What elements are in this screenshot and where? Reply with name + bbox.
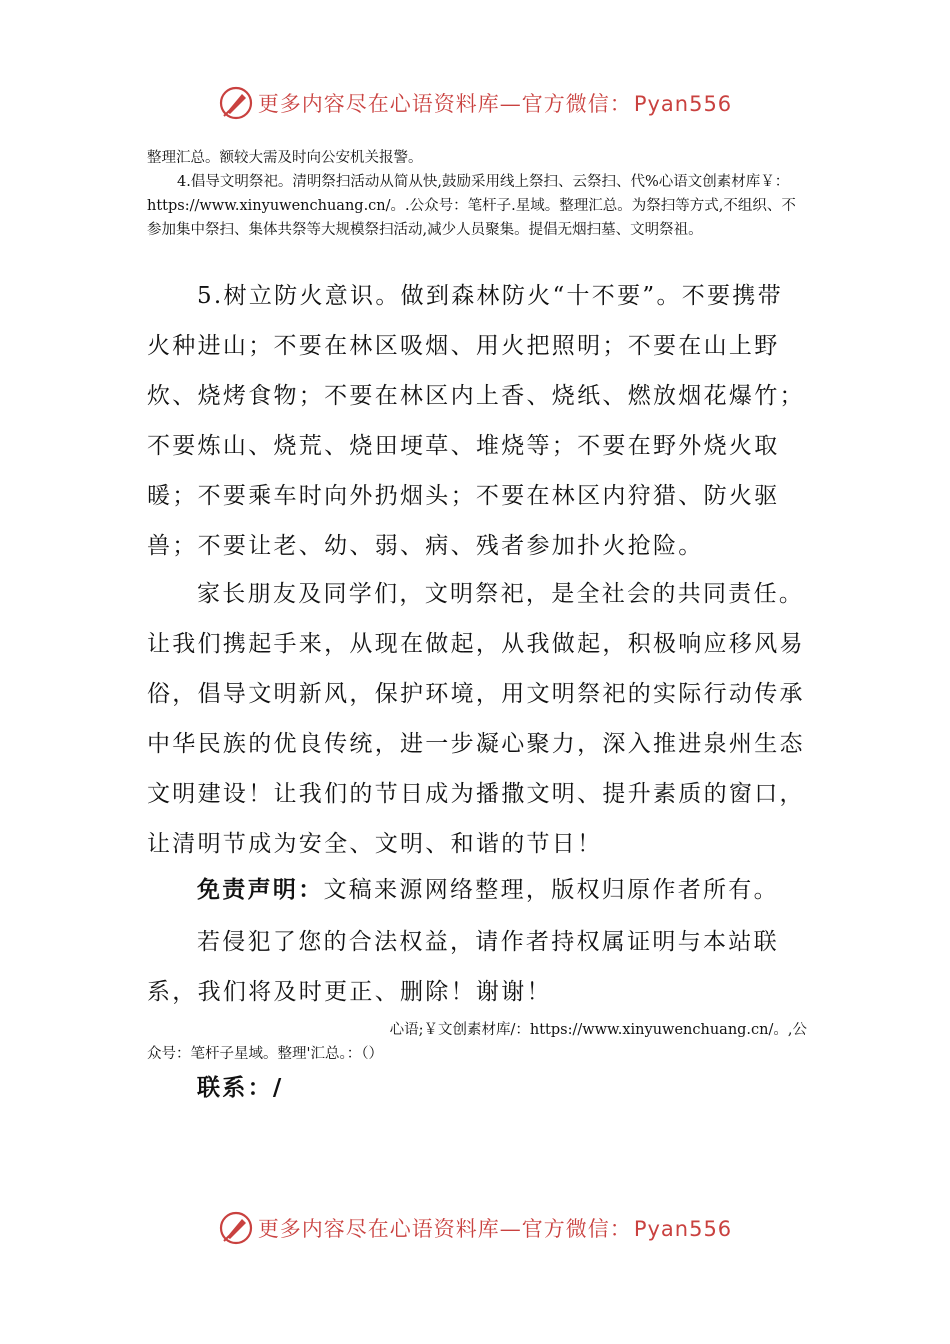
footer-banner xyxy=(0,1203,950,1253)
paragraph-fire-prevention: 5.树立防火意识。做到森林防火“十不要”。不要携带火种进山；不要在林区吸烟、用火把照明；不要在山上野炊、烧烤食物；不要在林区内上香、烧纸、燃放烟花爆竹；不要炼山、烧荒、烧田埂草、堆烧等；不要在野外烧火取暖；不要乘车时向外扔烟头；不要在林区内狩猎、防火驱兽；不要让老、幼、弱、病、残者参加扑火抢险。 xyxy=(147,283,805,559)
banner-handle: Pyan556 xyxy=(633,1217,733,1241)
source-note-line2: 众号：笔杆子星域。整理'汇总。：（） xyxy=(147,1046,383,1062)
pen-nib-logo-icon xyxy=(218,85,254,121)
paragraph-summary: 整理汇总。额较大需及时向公安机关报警。 xyxy=(147,150,423,166)
header-banner xyxy=(0,78,950,128)
disclaimer-label: 免责声明： xyxy=(197,877,324,903)
disclaimer-text: 文稿来源网络整理，版权归原作者所有。 xyxy=(323,877,779,903)
banner-text: 更多内容尽在心语资料库—官方微信：Pyan556 xyxy=(257,1217,733,1241)
banner-handle: Pyan556 xyxy=(633,92,733,116)
source-note-line1: 心语;￥文创素材库/：https://www.xinyuwenchuang.cn/。,公 xyxy=(389,1022,807,1038)
banner-text: 更多内容尽在心语资料库—官方微信：Pyan556 xyxy=(257,92,733,116)
paragraph-call-to-action: 家长朋友及同学们，文明祭祀，是全社会的共同责任。让我们携起手来，从现在做起，从我做起，积极响应移风易俗，倡导文明新风，保护环境，用文明祭祀的实际行动传承中华民族的优良传统，进一步凝心聚力，深入推进泉州生态文明建设！让我们的节日成为播撒文明、提升素质的窗口，让清明节成为安全、文明、和谐的节日！ xyxy=(147,581,805,857)
disclaimer xyxy=(147,865,807,915)
paragraph-infringement-notice: 若侵犯了您的合法权益，请作者持权属证明与本站联系，我们将及时更正、删除！谢谢！ xyxy=(147,929,779,1005)
paragraph-civilized-sacrifice: 4.倡导文明祭祀。清明祭扫活动从简从快,鼓励采用线上祭扫、云祭扫、代%心语文创素材库￥：https://www.xinyuwenchuang.cn/。.公众号：笔杆子.星域。整理汇总。为祭扫等方式,不组织、不参加集中祭扫、集体共祭等大规模祭扫活动,减少人员聚集。提倡无烟扫墓、文明祭祖。 xyxy=(147,174,796,238)
contact-line: 联系：/ xyxy=(197,1075,284,1101)
pen-nib-logo-icon xyxy=(218,1210,254,1246)
